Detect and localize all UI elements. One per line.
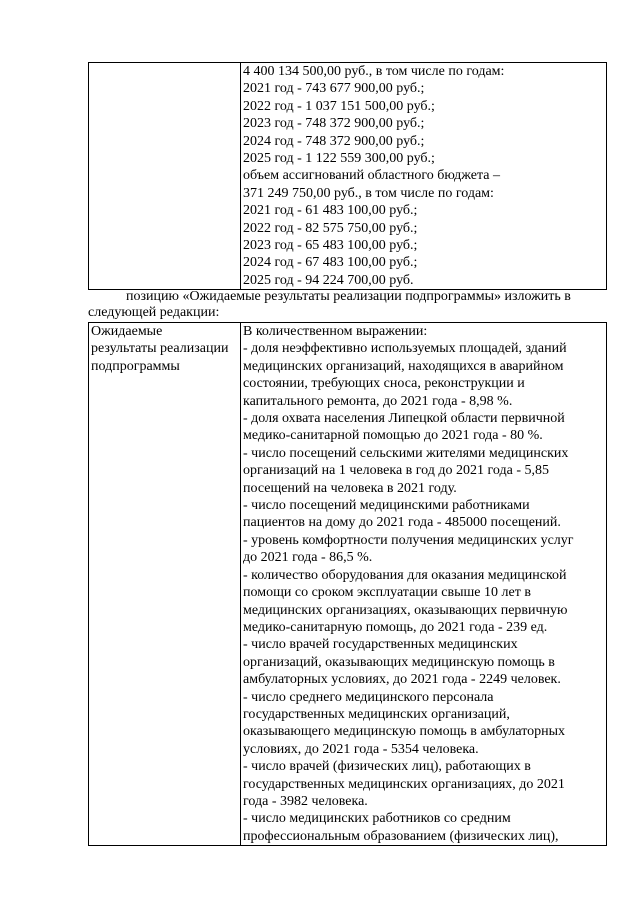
results-label-line: подпрограммы	[91, 358, 180, 374]
funding-value-cell	[241, 63, 607, 290]
results-line: профессиональным образованием (физических лиц),	[243, 828, 559, 844]
funding-label-cell	[89, 63, 241, 290]
funding-line: 2021 год - 61 483 100,00 руб.;	[243, 203, 418, 219]
results-line: помощи со сроком эксплуатации свыше 10 лет в	[243, 585, 531, 601]
funding-line: 2023 год - 748 372 900,00 руб.;	[243, 116, 425, 132]
funding-line: 371 249 750,00 руб., в том числе по годам:	[243, 185, 494, 201]
results-value-cell	[241, 323, 607, 846]
results-line: В количественном выражении:	[243, 324, 428, 339]
amendment-paragraph: позицию «Ожидаемые результаты реализации подпрограммы» изложить в следующей редакции:	[88, 289, 571, 320]
funding-line: 2025 год - 1 122 559 300,00 руб.;	[243, 151, 435, 167]
results-table	[88, 322, 607, 846]
funding-row	[89, 63, 607, 290]
results-line: государственных медицинских организаций,	[243, 706, 510, 722]
results-line: медико-санитарную помощь, до 2021 года - 239 ед.	[243, 619, 548, 635]
results-line: - уровень комфортности получения медицинских услуг	[243, 532, 574, 548]
funding-line: 2022 год - 1 037 151 500,00 руб.;	[243, 98, 435, 114]
results-label-line: Ожидаемые	[91, 324, 163, 339]
funding-line: 4 400 134 500,00 руб., в том числе по годам:	[243, 64, 505, 79]
results-row	[89, 323, 607, 846]
results-line: состоянии, требующих сноса, реконструкции и	[243, 376, 525, 392]
results-line: оказывающего медицинскую помощь в амбулаторных	[243, 724, 566, 740]
funding-line: 2024 год - 67 483 100,00 руб.;	[243, 255, 418, 271]
funding-line: 2021 год - 743 677 900,00 руб.;	[243, 81, 425, 97]
results-line: года - 3982 человека.	[243, 793, 368, 809]
results-line: - число врачей (физических лиц), работающих в	[243, 759, 531, 775]
funding-line: 2022 год - 82 575 750,00 руб.;	[243, 220, 418, 236]
results-line: до 2021 года - 86,5 %.	[243, 550, 373, 566]
results-label-line: результаты реализации	[91, 341, 229, 357]
results-line: амбулаторных условиях, до 2021 года - 2249 человек.	[243, 672, 561, 688]
results-line: организаций на 1 человека в год до 2021 года - 5,85	[243, 463, 549, 479]
results-line: - число посещений медицинскими работниками	[243, 498, 530, 514]
funding-line: 2023 год - 65 483 100,00 руб.;	[243, 238, 418, 254]
results-line: медицинских организациях, оказывающих первичную	[243, 602, 568, 618]
results-line: - число врачей государственных медицинских	[243, 637, 518, 653]
results-line: организаций, оказывающих медицинскую помощь в	[243, 654, 555, 670]
results-line: - число посещений сельскими жителями медицинских	[243, 445, 569, 461]
results-label-cell	[89, 323, 241, 846]
results-line: посещений на человека в 2021 году.	[243, 480, 457, 496]
funding-line: объем ассигнований областного бюджета –	[243, 168, 500, 184]
results-line: медико-санитарной помощью до 2021 года - 80 %.	[243, 428, 543, 444]
results-line: - число среднего медицинского персонала	[243, 689, 494, 705]
results-line: - доля неэффективно используемых площадей, зданий	[243, 341, 567, 357]
funding-line: 2025 год - 94 224 700,00 руб.	[243, 272, 414, 288]
results-line: - доля охвата населения Липецкой области первичной	[243, 411, 565, 427]
results-line: капитального ремонта, до 2021 года - 8,98 %.	[243, 393, 513, 409]
results-line: - число медицинских работников со средним	[243, 811, 511, 827]
funding-table	[88, 62, 607, 290]
results-line: пациентов на дому до 2021 года - 485000 посещений.	[243, 515, 561, 531]
results-line: медицинских организаций, находящихся в аварийном	[243, 358, 564, 374]
results-line: государственных медицинских организациях, до 2021	[243, 776, 565, 792]
results-line: условиях, до 2021 года - 5354 человека.	[243, 741, 479, 757]
funding-line: 2024 год - 748 372 900,00 руб.;	[243, 133, 425, 149]
results-line: - количество оборудования для оказания медицинской	[243, 567, 567, 583]
